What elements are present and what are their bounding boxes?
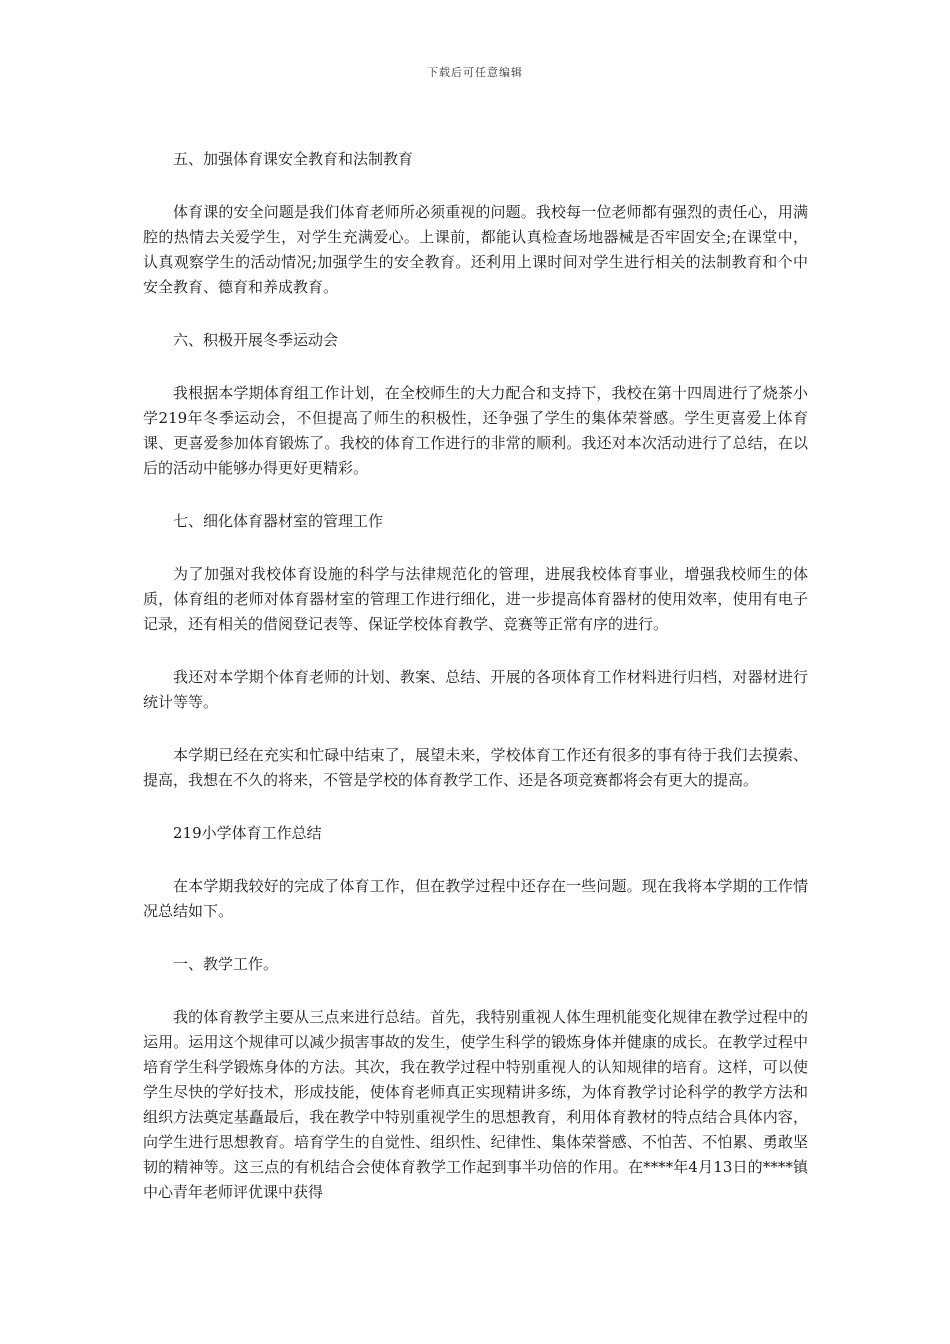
section-heading-6: 六、积极开展冬季运动会 — [173, 331, 339, 349]
document-body — [143, 147, 808, 1205]
section-heading-7: 七、细化体育器材室的管理工作 — [173, 512, 384, 530]
paragraph-safety: 体育课的安全问题是我们体育老师所必须重视的问题。我校每一位老师都有强烈的责任心，用满腔的热情去关爱学生，对学生充满爱心。上课前，都能认真检查场地器械是否牢固安全;在课堂中，认真观察学生的活动情况;加强学生的安全教育。还利用上课时间对学生进行相关的法制教育和个中安全教育、德育和养成教育。 — [143, 203, 808, 296]
paragraph-teaching: 我的体育教学主要从三点来进行总结。首先，我特别重视人体生理机能变化规律在教学过程中的运用。运用这个规律可以减少损害事故的发生，使学生科学的锻炼身体并健康的成长。在教学过程中培育学生科学锻炼身体的方法。其次，我在教学过程中特别重视人的认知规律的培育。这样，可以使学生尽快的学好技术，形成技能，使体育老师真正实现精讲多练，为体育教学讨论科学的教学方法和组织方法奠定基矗最后，我在教学中特别重视学生的思想教育，利用体育教材的特点结合具体内容，向学生进行思想教育。培育学生的自觉性、组织性、纪律性、集体荣誉感、不怕苦、不怕累、勇敢坚韧的精神等。这三点的有机结合会使体育教学工作起到事半功倍的作用。在****年4月13日的****镇中心青年老师评优课中获得 — [143, 1008, 808, 1201]
page-header-note: 下载后可任意编辑 — [427, 66, 523, 79]
document-title-2: 219小学体育工作总结 — [173, 824, 322, 842]
paragraph-equipment: 为了加强对我校体育设施的科学与法律规范化的管理，进展我校体育事业，增强我校师生的体质，体育组的老师对体育器材室的管理工作进行细化，进一步提高体育器材的使用效率，使用有电子记录，还有相关的借阅登记表等、保证学校体育教学、竞赛等正常有序的进行。 — [143, 565, 808, 633]
paragraph-archive: 我还对本学期个体育老师的计划、教案、总结、开展的各项体育工作材料进行归档，对器材进行统计等等。 — [143, 668, 808, 711]
section-heading-1: 一、教学工作。 — [173, 955, 279, 973]
paragraph-intro: 在本学期我较好的完成了体育工作，但在教学过程中还存在一些问题。现在我将本学期的工作情况总结如下。 — [143, 877, 808, 920]
paragraph-outlook: 本学期已经在充实和忙碌中结束了，展望未来，学校体育工作还有很多的事有待于我们去摸索、提高，我想在不久的将来，不管是学校的体育教学工作、还是各项竞赛都将会有更大的提高。 — [143, 746, 808, 789]
section-heading-5: 五、加强体育课安全教育和法制教育 — [173, 150, 414, 168]
paragraph-sports-meet: 我根据本学期体育组工作计划，在全校师生的大力配合和支持下，我校在第十四周进行了烧茶小学219年冬季运动会，不但提高了师生的积极性，还争强了学生的集体荣誉感。学生更喜爱上体育课、更喜爱参加体育锻炼了。我校的体育工作进行的非常的顺利。我还对本次活动进行了总结，在以后的活动中能够办得更好更精彩。 — [143, 384, 808, 477]
